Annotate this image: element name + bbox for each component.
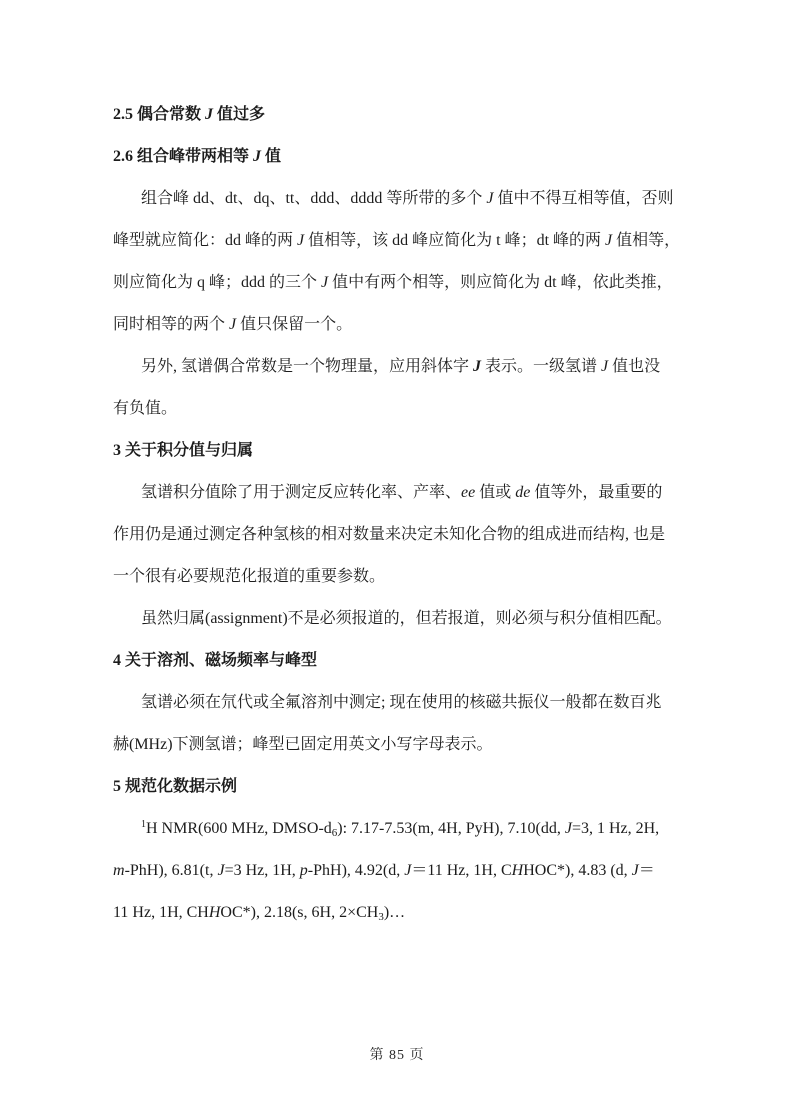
text-run: de	[515, 484, 531, 501]
text-run: 2.6	[113, 148, 137, 165]
text-run: 5 规范化数据示例	[113, 778, 238, 795]
text-run: 则应简化为 q 峰；ddd 的三个	[113, 274, 322, 291]
text-run: 一个很有必要规范化报道的重要参数。	[113, 568, 386, 585]
text-run: 1	[141, 819, 146, 830]
page-number-footer: 第 85 页	[369, 1048, 425, 1063]
text-run: 值中不得互相等值，否则	[493, 190, 674, 207]
text-line-13	[113, 598, 681, 640]
text-line-18	[113, 808, 681, 850]
text-run: HOC*), 4.83 (d,	[523, 862, 632, 879]
text-run: -PhH), 6.81(t,	[124, 862, 218, 879]
text-run: 11 Hz, 1H, CH	[113, 904, 209, 921]
text-run: ＝	[638, 862, 655, 879]
text-line-19	[113, 850, 681, 892]
text-run: J	[601, 358, 609, 375]
text-run: J	[473, 358, 482, 375]
text-run: 值相等，	[612, 232, 681, 249]
text-run: J	[605, 232, 613, 249]
text-run: J	[229, 316, 237, 333]
text-run: =3, 1 Hz, 2H,	[571, 820, 660, 837]
text-run: 偶合常数	[137, 106, 206, 123]
text-line-6	[113, 304, 681, 346]
heading-line-17	[113, 766, 681, 808]
text-line-20	[113, 892, 681, 934]
text-run: J	[404, 862, 412, 879]
heading-line-2	[113, 136, 681, 178]
document-body	[113, 94, 681, 934]
text-run: 另外, 氢谱偶合常数是一个物理量，应用斜体字	[141, 358, 474, 375]
text-run: J	[631, 862, 639, 879]
text-run: J	[253, 148, 262, 165]
text-run: p	[299, 862, 308, 879]
text-run: J	[564, 820, 572, 837]
text-run: H NMR(600 MHz, DMSO-d	[146, 820, 332, 837]
text-run: 值也没	[608, 358, 661, 375]
text-run: ＝11 Hz, 1H, C	[411, 862, 512, 879]
text-run: 氢谱积分值除了用于测定反应转化率、产率、	[141, 484, 462, 501]
heading-line-14	[113, 640, 681, 682]
text-run: J	[486, 190, 494, 207]
text-run: -PhH), 4.92(d,	[307, 862, 405, 879]
text-line-12	[113, 556, 681, 598]
text-run: 值只保留一个。	[236, 316, 353, 333]
text-run: 值中有两个相等，则应简化为 dt 峰，依此类推，	[328, 274, 673, 291]
text-run: J	[217, 862, 225, 879]
text-run: 赫(MHz)下测氢谱；峰型已固定用英文小写字母表示。	[113, 736, 493, 753]
text-run: ): 7.17-7.53(m, 4H, PyH), 7.10(dd,	[337, 820, 565, 837]
text-run: 氢谱必须在氘代或全氟溶剂中测定; 现在使用的核磁共振仪一般都在数百兆	[141, 694, 662, 711]
heading-line-9	[113, 430, 681, 472]
text-run: OC*), 2.18(s, 6H, 2×CH	[220, 904, 379, 921]
text-run: 2.5	[113, 106, 137, 123]
text-line-3	[113, 178, 681, 220]
text-run: H	[511, 862, 524, 879]
text-line-15	[113, 682, 681, 724]
heading-line-1	[113, 94, 681, 136]
text-line-5	[113, 262, 681, 304]
text-run: 虽然归属(assignment)不是必须报道的，但若报道，则必须与积分值相匹配。	[141, 610, 672, 627]
text-line-7	[113, 346, 681, 388]
text-line-16	[113, 724, 681, 766]
text-run: 组合峰 dd、dt、dq、tt、ddd、dddd 等所带的多个	[141, 190, 487, 207]
text-run: 值过多	[213, 106, 266, 123]
text-run: J	[321, 274, 329, 291]
text-run: 值等外，最重要的	[530, 484, 663, 501]
text-run: 表示。一级氢谱	[481, 358, 602, 375]
text-run: 作用仍是通过测定各种氢核的相对数量来决定未知化合物的组成进而结构, 也是	[113, 526, 666, 543]
text-run: 6	[331, 827, 338, 839]
text-run: 峰型就应简化：dd 峰的两	[113, 232, 298, 249]
text-run: H	[208, 904, 221, 921]
text-run: 3 关于积分值与归属	[113, 442, 254, 459]
text-run: ee	[461, 484, 476, 501]
text-run: 组合峰带两相等	[137, 148, 254, 165]
text-run: m	[113, 862, 125, 879]
text-run: 有负值。	[113, 400, 178, 417]
text-run: 值	[261, 148, 282, 165]
text-run: 4 关于溶剂、磁场频率与峰型	[113, 652, 318, 669]
text-line-10	[113, 472, 681, 514]
text-run: 同时相等的两个	[113, 316, 230, 333]
text-line-4	[113, 220, 681, 262]
text-line-8	[113, 388, 681, 430]
text-line-11	[113, 514, 681, 556]
text-run: 值或	[475, 484, 516, 501]
text-run: )…	[383, 904, 406, 921]
text-run: 3	[378, 911, 384, 923]
text-run: 值相等，该 dd 峰应简化为 t 峰；dt 峰的两	[304, 232, 606, 249]
text-run: J	[297, 232, 305, 249]
text-run: J	[205, 106, 214, 123]
text-run: =3 Hz, 1H,	[224, 862, 300, 879]
